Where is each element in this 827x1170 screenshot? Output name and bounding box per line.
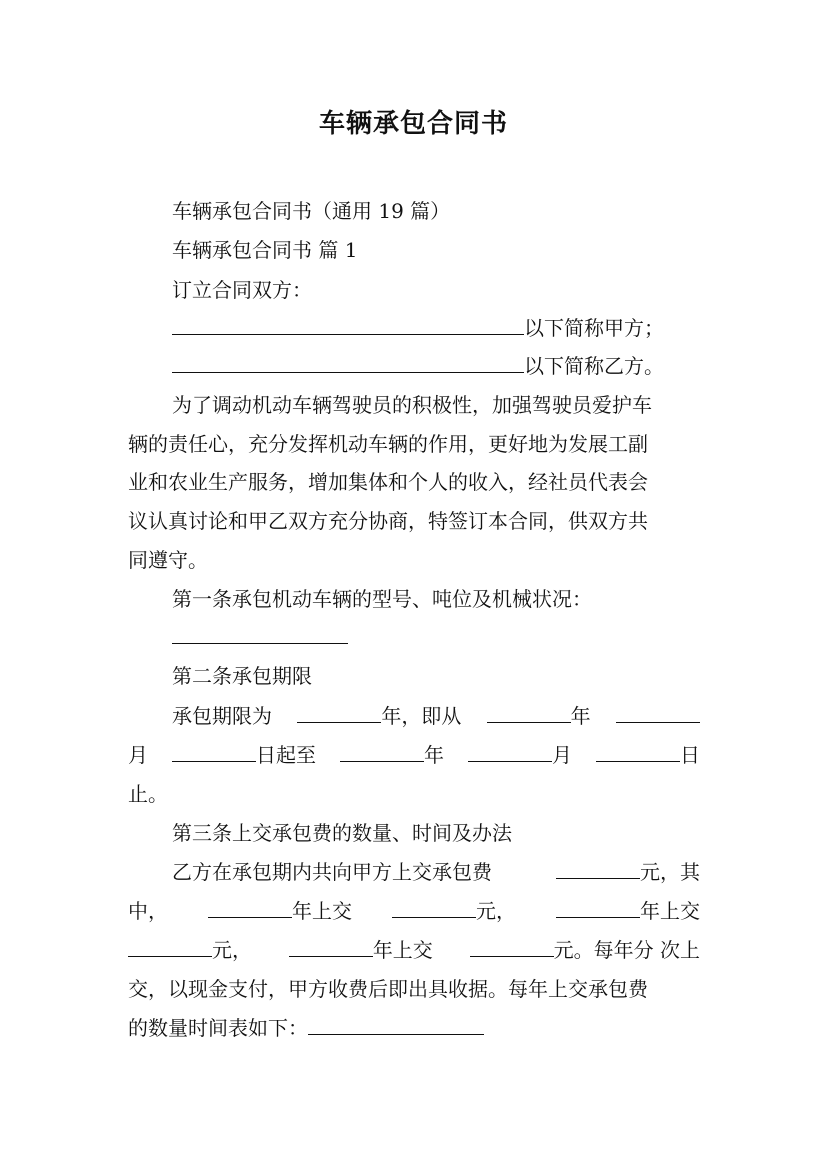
article-1-heading: 第一条承包机动车辆的型号、吨位及机械状况： bbox=[172, 587, 592, 611]
start-year-label: 年 bbox=[570, 704, 591, 728]
fee-year-2-blank[interactable] bbox=[556, 897, 640, 918]
fee-schedule-label: 的数量时间表如下： bbox=[128, 1016, 308, 1040]
party-a-blank[interactable] bbox=[172, 314, 524, 335]
fee-amount-2-blank[interactable] bbox=[128, 936, 212, 957]
parties-label: 订立合同双方： bbox=[172, 278, 312, 302]
fee-amount-3-blank[interactable] bbox=[470, 936, 554, 957]
party-a-suffix: 以下简称甲方； bbox=[524, 316, 664, 340]
fee-year-3-blank[interactable] bbox=[289, 936, 373, 957]
article-3-heading: 第三条上交承包费的数量、时间及办法 bbox=[172, 821, 512, 845]
start-month-label: 月 bbox=[128, 743, 148, 767]
fee-line2-b: 年上交 bbox=[292, 899, 352, 923]
article-1-blank-line bbox=[172, 623, 348, 651]
preamble-line-2: 辆的责任心，充分发挥机动车辆的作用，更好地为发展工副 bbox=[128, 432, 648, 456]
preamble-line-4: 议认真讨论和甲乙双方充分协商，特签订本合同，供双方共 bbox=[128, 509, 648, 533]
article-2-line-1 bbox=[172, 702, 700, 730]
preamble-line-3: 业和农业生产服务，增加集体和个人的收入，经社员代表会 bbox=[128, 470, 648, 494]
fee-line3-c: 元。每年分 次上 bbox=[553, 938, 700, 962]
party-b-suffix: 以下简称乙方。 bbox=[524, 354, 664, 378]
party-b-line bbox=[172, 352, 664, 380]
term-prefix: 承包期限为 bbox=[172, 704, 272, 728]
article-3-line-4: 交，以现金支付，甲方收费后即出具收据。每年上交承包费 bbox=[128, 977, 648, 1001]
end-day-blank[interactable] bbox=[596, 741, 680, 762]
fee-line2-d: 年上交 bbox=[640, 899, 700, 923]
fee-amount-1-blank[interactable] bbox=[392, 897, 476, 918]
fee-line2-c: 元， bbox=[476, 899, 516, 923]
section-heading: 车辆承包合同书 篇 1 bbox=[172, 238, 358, 262]
start-day-label: 日起至 bbox=[256, 743, 316, 767]
end-month-label: 月 bbox=[552, 743, 572, 767]
fee-line3-b: 年上交 bbox=[372, 938, 433, 962]
term-year-label: 年，即从 bbox=[381, 704, 462, 728]
fee-line2-a: 中， bbox=[128, 899, 168, 923]
article-3-line-5 bbox=[128, 1014, 700, 1042]
document-subtitle: 车辆承包合同书（通用 19 篇） bbox=[172, 199, 451, 223]
article-2-line-3: 止。 bbox=[128, 782, 168, 806]
term-years-blank[interactable] bbox=[297, 702, 381, 723]
fee-suffix: 元，其 bbox=[640, 860, 700, 884]
party-a-line bbox=[172, 314, 664, 342]
end-year-label: 年 bbox=[424, 743, 444, 767]
fee-line3-a: 元， bbox=[212, 938, 252, 962]
article-2-line-2 bbox=[128, 741, 700, 769]
start-month-blank[interactable] bbox=[616, 702, 700, 723]
article-3-line-2 bbox=[128, 897, 700, 925]
fee-schedule-blank[interactable] bbox=[308, 1014, 484, 1035]
fee-prefix: 乙方在承包期内共向甲方上交承包费 bbox=[172, 860, 492, 884]
end-day-label: 日 bbox=[680, 743, 700, 767]
article-3-line-3 bbox=[128, 936, 700, 964]
preamble-line-5: 同遵守。 bbox=[128, 548, 208, 572]
preamble-line-1: 为了调动机动车辆驾驶员的积极性，加强驾驶员爱护车 bbox=[172, 393, 652, 417]
total-fee-blank[interactable] bbox=[556, 858, 640, 879]
article-2-heading: 第二条承包期限 bbox=[172, 664, 312, 688]
article-3-line-1 bbox=[172, 858, 700, 886]
start-year-blank[interactable] bbox=[487, 702, 571, 723]
end-year-blank[interactable] bbox=[340, 741, 424, 762]
fee-year-1-blank[interactable] bbox=[208, 897, 292, 918]
article-1-blank[interactable] bbox=[172, 623, 348, 644]
document-title: 车辆承包合同书 bbox=[318, 109, 508, 139]
start-day-blank[interactable] bbox=[172, 741, 256, 762]
party-b-blank[interactable] bbox=[172, 352, 524, 373]
end-month-blank[interactable] bbox=[468, 741, 552, 762]
